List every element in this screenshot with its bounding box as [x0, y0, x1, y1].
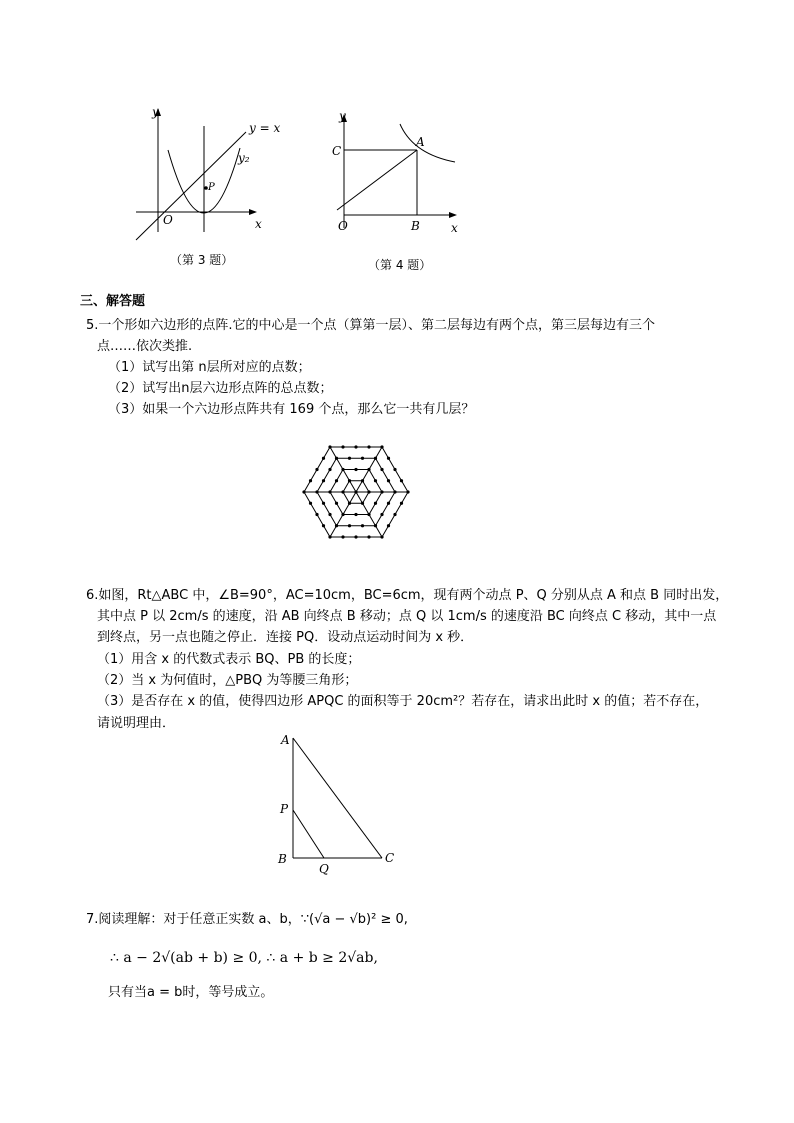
lattice-dot — [380, 468, 383, 471]
lattice-dot — [328, 468, 331, 471]
figure-4 — [325, 110, 475, 240]
triangle-figure — [272, 728, 402, 876]
line-oa — [337, 150, 417, 210]
lattice-dot — [354, 468, 357, 471]
label-p: P — [280, 802, 289, 816]
x-axis-arrow — [249, 209, 257, 215]
x-axis-arrow — [449, 212, 457, 218]
lattice-dot — [367, 445, 370, 448]
q7-line3: 只有当a = b时，等号成立。 — [108, 985, 274, 1000]
lattice-dot — [400, 479, 403, 482]
lattice-dot — [354, 513, 357, 516]
label-y2: y₂ — [238, 151, 250, 165]
q5-sub1: （1）试写出第 n层所对应的点数； — [108, 360, 311, 375]
lattice-dot — [361, 457, 364, 460]
label-p: P — [208, 182, 215, 193]
label-y: y — [339, 110, 346, 123]
lattice-dot — [348, 524, 351, 527]
lattice-dot — [400, 502, 403, 505]
label-x: x — [255, 217, 262, 231]
q6-sub3b: 请说明理由． — [97, 716, 176, 731]
label-b: B — [411, 219, 420, 233]
lattice-dot — [380, 513, 383, 516]
lattice-dot — [387, 502, 390, 505]
fig3-caption: （第 3 题） — [170, 253, 234, 267]
lattice-dot — [354, 445, 357, 448]
lattice-dot — [348, 457, 351, 460]
q5-line2: 点……依次类推. — [97, 339, 193, 354]
lattice-dot — [322, 479, 325, 482]
label-x: x — [451, 221, 458, 235]
lattice-dot — [322, 502, 325, 505]
lattice-dot — [367, 535, 370, 538]
lattice-dot — [315, 513, 318, 516]
lattice-dot — [393, 513, 396, 516]
q7-line2: ∴ a − 2√(ab + b) ≥ 0, ∴ a + b ≥ 2√ab, — [110, 950, 378, 966]
lattice-dot — [335, 479, 338, 482]
label-a: A — [281, 733, 290, 747]
triangle-apqc — [272, 728, 402, 876]
lattice-dot — [387, 479, 390, 482]
segment-pq — [293, 810, 324, 858]
lattice-dot — [322, 457, 325, 460]
q5-line1: 5.一个形如六边形的点阵.它的中心是一个点（算第一层）、第二层每边有两个点，第三层每边有三个 — [86, 318, 656, 333]
side-ac — [293, 738, 382, 858]
section-title: 三、解答题 — [80, 294, 146, 309]
label-c: C — [385, 851, 395, 865]
q7-line1: 7.阅读理解：对于任意正实数 a、b，∵(√a − √b)² ≥ 0, — [86, 912, 408, 927]
hexagon-lattice — [276, 430, 436, 555]
label-o: O — [163, 213, 173, 227]
label-c: C — [332, 144, 342, 158]
center-dot — [354, 490, 357, 493]
label-q: Q — [319, 862, 329, 876]
q5-sub2: （2）试写出n层六边形点阵的总点数； — [108, 381, 333, 396]
lattice-dot — [322, 524, 325, 527]
lattice-dot — [315, 468, 318, 471]
lattice-dot — [361, 524, 364, 527]
label-y: y — [152, 105, 159, 119]
label-o: O — [338, 219, 348, 233]
fig4-caption: （第 4 题） — [368, 258, 432, 272]
q6-line2: 其中点 P 以 2cm/s 的速度，沿 AB 向终点 B 移动；点 Q 以 1cm/s 的速度沿 BC 向终点 C 移动，其中一点 — [97, 609, 717, 624]
figure-3 — [128, 102, 298, 242]
q5-sub3: （3）如果一个六边形点阵共有 169 个点，那么它一共有几层？ — [108, 402, 475, 417]
lattice-dot — [387, 457, 390, 460]
figure-3-graph — [128, 102, 298, 242]
label-line: y = x — [249, 121, 281, 135]
hexagon-lattice-figure — [276, 430, 436, 555]
lattice-dot — [309, 502, 312, 505]
lattice-dot — [354, 535, 357, 538]
q6-sub1: （1）用含 x 的代数式表示 BQ、PB 的长度； — [97, 652, 361, 667]
lattice-dot — [328, 513, 331, 516]
lattice-dot — [374, 479, 377, 482]
lattice-dot — [374, 502, 377, 505]
lattice-dot — [387, 524, 390, 527]
q6-line1: 6.如图，Rt△ABC 中，∠B=90°，AC=10cm，BC=6cm，现有两个动点 P、Q 分别从点 A 和点 B 同时出发， — [86, 588, 729, 603]
lattice-dot — [393, 468, 396, 471]
figure-4-graph — [325, 110, 475, 240]
q6-sub3a: （3）是否存在 x 的值，使得四边形 APQC 的面积等于 20cm²？若存在，请求出此时 x 的值；若不存在， — [97, 694, 709, 709]
lattice-dot — [341, 445, 344, 448]
label-a: A — [416, 135, 425, 149]
label-b: B — [278, 852, 287, 866]
q6-line3: 到终点，另一点也随之停止．连接 PQ．设动点运动时间为 x 秒． — [97, 630, 474, 645]
lattice-dot — [309, 479, 312, 482]
lattice-dot — [341, 535, 344, 538]
q6-sub2: （2）当 x 为何值时，△PBQ 为等腰三角形； — [97, 673, 358, 688]
lattice-dot — [335, 502, 338, 505]
line-y-equals-x — [136, 132, 246, 240]
